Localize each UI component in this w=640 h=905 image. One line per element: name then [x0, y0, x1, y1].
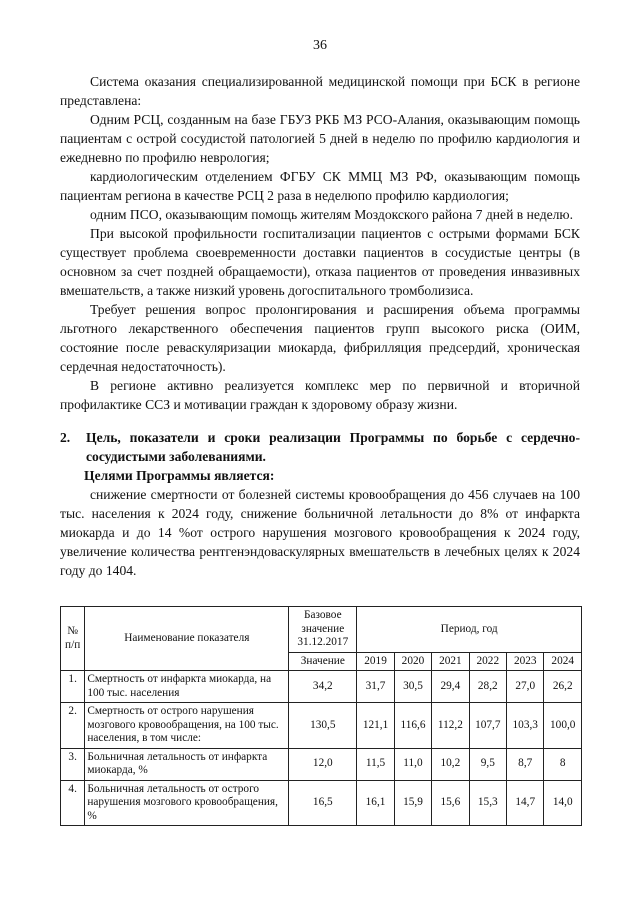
base-value: 34,2	[289, 671, 357, 703]
goals-title: Целями Программы является:	[84, 468, 275, 483]
paragraph: одним ПСО, оказывающим помощь жителям Моздокского района 7 дней в неделю.	[90, 207, 573, 222]
row-number: 1.	[61, 671, 85, 703]
year-value: 11,5	[357, 748, 394, 780]
year-value: 15,9	[394, 780, 431, 826]
header-year: 2020	[394, 652, 431, 671]
header-base-sub: Значение	[289, 652, 357, 671]
base-value: 130,5	[289, 703, 357, 749]
year-value: 29,4	[432, 671, 469, 703]
paragraph: кардиологическим отделением ФГБУ СК ММЦ МЗ РФ, оказывающим помощь пациентам региона в качестве РСЦ 2 раза в неделюпо профилю кардиология;	[60, 169, 580, 203]
year-value: 15,6	[432, 780, 469, 826]
indicators-table	[60, 606, 582, 826]
body-text	[60, 72, 580, 580]
indicator-name: Смертность от острого нарушения мозгового кровообращения, на 100 тыс. населения, в том числе:	[85, 703, 289, 749]
year-value: 27,0	[507, 671, 544, 703]
year-value: 8,7	[507, 748, 544, 780]
year-value: 9,5	[469, 748, 506, 780]
year-value: 28,2	[469, 671, 506, 703]
table-row	[61, 780, 582, 826]
year-value: 26,2	[544, 671, 582, 703]
header-year: 2022	[469, 652, 506, 671]
year-value: 8	[544, 748, 582, 780]
year-value: 31,7	[357, 671, 394, 703]
base-value: 12,0	[289, 748, 357, 780]
paragraph: В регионе активно реализуется комплекс мер по первичной и вторичной профилактике ССЗ и мотивации граждан к здоровому образу жизни.	[60, 378, 580, 412]
year-value: 14,0	[544, 780, 582, 826]
year-value: 15,3	[469, 780, 506, 826]
section-heading	[60, 428, 580, 466]
header-period: Период, год	[357, 607, 582, 653]
year-value: 14,7	[507, 780, 544, 826]
table-row	[61, 671, 582, 703]
header-year: 2021	[432, 652, 469, 671]
year-value: 100,0	[544, 703, 582, 749]
year-value: 11,0	[394, 748, 431, 780]
indicator-name: Больничная летальность от острого нарушения мозгового кровообращения, %	[85, 780, 289, 826]
row-number: 4.	[61, 780, 85, 826]
paragraph: Требует решения вопрос пролонгирования и расширения объема программы льготного лекарственного обеспечения пациентов групп высокого риска (ОИМ, состояние после реваскуляризации миокарда, фибрилляция предсердий, хроническая сердечная недостаточность).	[60, 302, 580, 374]
row-number: 2.	[61, 703, 85, 749]
indicator-name: Смертность от инфаркта миокарда, на 100 тыс. населения	[85, 671, 289, 703]
table-row	[61, 703, 582, 749]
section-title: Цель, показатели и сроки реализации Программы по борьбе с сердечно-сосудистыми заболеваниями.	[86, 430, 580, 464]
table-body	[61, 671, 582, 826]
goals-text: снижение смертности от болезней системы кровообращения до 456 случаев на 100 тыс. населения к 2024 году, снижение больничной летальности до 8% от инфаркта миокарда и до 14 %от острого нарушения мозгового кровообращения к 2024 году, увеличение количества рентгенэндоваскулярных вмешательств в лечебных целях к 2024 году до 1404.	[60, 487, 580, 578]
base-value: 16,5	[289, 780, 357, 826]
header-year: 2023	[507, 652, 544, 671]
paragraph: При высокой профильности госпитализации пациентов с острыми формами БСК существует проблема своевременности доставки пациентов в сосудистые центры (в основном за счет поздней обращаемости), отказа пациентов от проведения инвазивных вмешательств, а также низкий уровень догоспитального тромболизиса.	[60, 226, 580, 298]
year-value: 121,1	[357, 703, 394, 749]
year-value: 10,2	[432, 748, 469, 780]
paragraph: Одним РСЦ, созданным на базе ГБУЗ РКБ МЗ РСО-Алания, оказывающим помощь пациентам с острой сосудистой патологией 5 дней в неделю по профилю кардиология и ежедневно по профилю неврология;	[60, 112, 580, 165]
header-year: 2019	[357, 652, 394, 671]
year-value: 112,2	[432, 703, 469, 749]
table-row	[61, 748, 582, 780]
page-number: 36	[313, 38, 327, 53]
indicator-name: Больничная летальность от инфаркта миокарда, %	[85, 748, 289, 780]
header-num: № п/п	[61, 607, 85, 671]
year-value: 16,1	[357, 780, 394, 826]
header-year: 2024	[544, 652, 582, 671]
year-value: 107,7	[469, 703, 506, 749]
header-name: Наименование показателя	[85, 607, 289, 671]
year-value: 30,5	[394, 671, 431, 703]
row-number: 3.	[61, 748, 85, 780]
header-base: Базовое значение 31.12.2017	[289, 607, 357, 653]
section-number: 2.	[60, 430, 71, 445]
year-value: 103,3	[507, 703, 544, 749]
paragraph: Система оказания специализированной медицинской помощи при БСК в регионе представлена:	[60, 74, 580, 108]
year-value: 116,6	[394, 703, 431, 749]
